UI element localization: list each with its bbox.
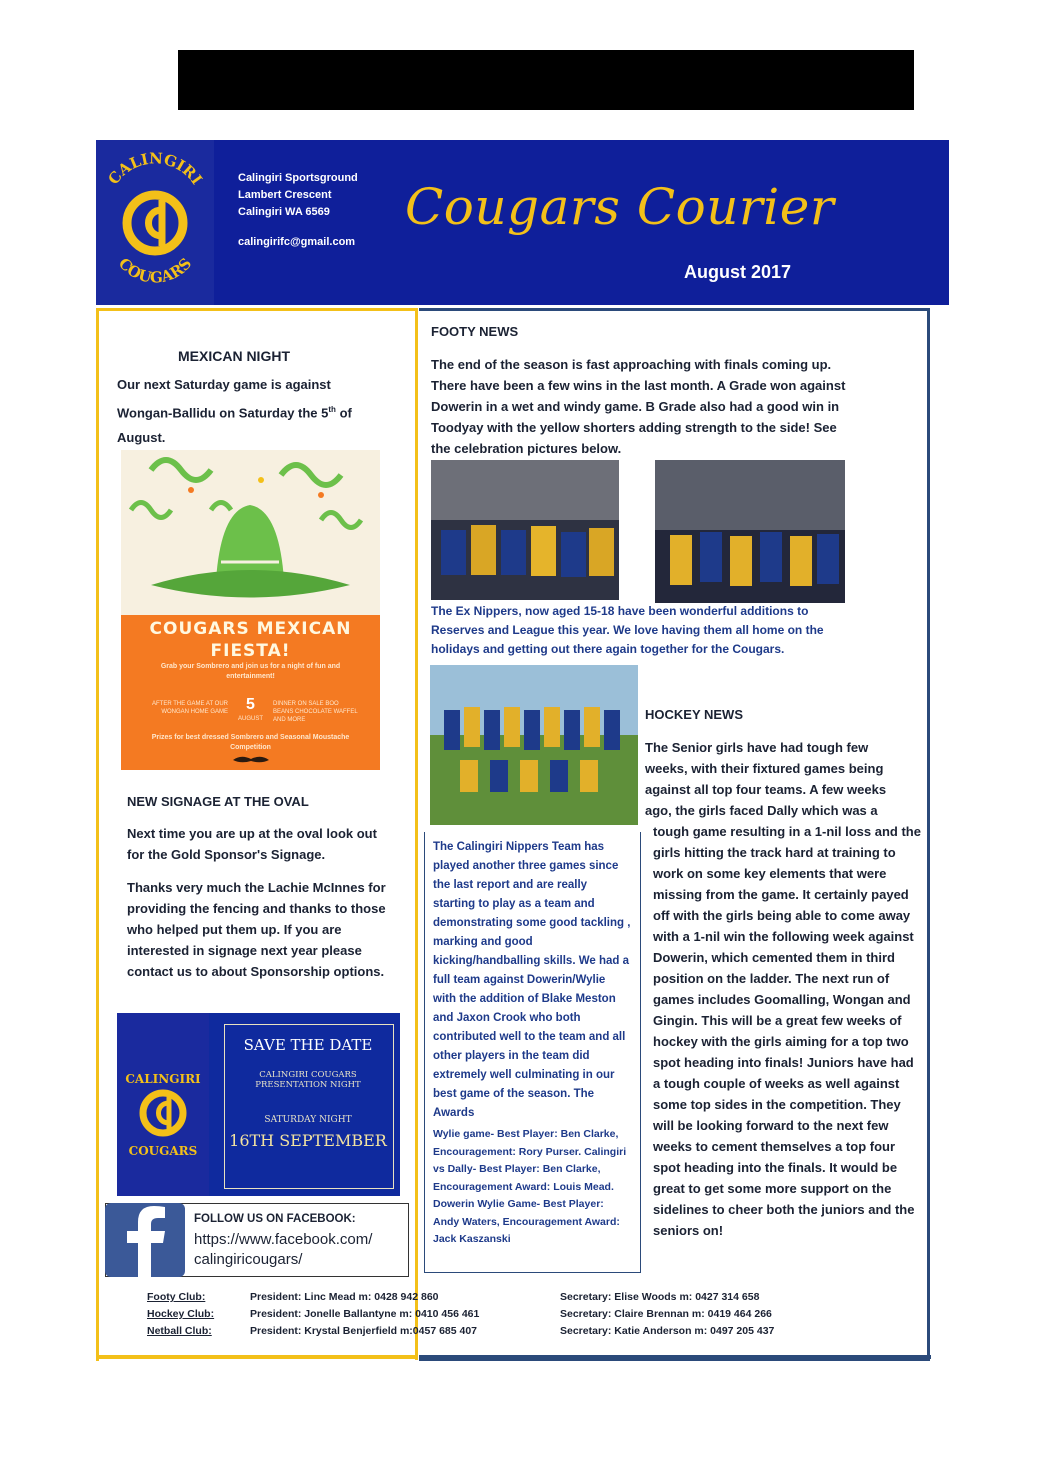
contact-club: Hockey Club: bbox=[147, 1308, 215, 1320]
newsletter-title: Cougars Courier bbox=[405, 178, 835, 236]
poster-title-line2: FIESTA! bbox=[210, 641, 291, 661]
club-email[interactable]: calingirifc@gmail.com bbox=[238, 236, 356, 248]
signage-para1: Next time you are up at the oval look out for the Gold Sponsor's Signage. bbox=[127, 826, 377, 862]
save-the-date-night: SATURDAY NIGHT bbox=[264, 1115, 352, 1125]
left-bottom-border bbox=[96, 1355, 418, 1359]
signage-heading: NEW SIGNAGE AT THE OVAL bbox=[127, 794, 309, 809]
logo-top-text: CALINGIRI bbox=[104, 149, 206, 188]
contact-president: President: Krystal Benjerfield m:0457 685 407 bbox=[250, 1325, 478, 1337]
ex-nippers-caption: The Ex Nippers, now aged 15-18 have been wonderful additions to Reserves and League this year. We love having them all home on the holidays and getting out there again together for the Cougars. bbox=[431, 604, 824, 656]
nippers-awards: Wylie game- Best Player: Ben Clarke, Encouragement: Rory Purser. Calingiri vs Dally- Best Player: Ben Clarke, Encouragement Award: Louis Mead. Dowerin Wylie Game- Best Player: Andy Waters, Encouragement Award: Jack Kaszanski bbox=[433, 1128, 627, 1245]
address-line: Calingiri Sportsground bbox=[238, 172, 358, 184]
facebook-f-glyph bbox=[105, 1203, 185, 1277]
poster-number: 5 bbox=[246, 696, 255, 713]
facebook-label: FOLLOW US ON FACEBOOK: bbox=[194, 1213, 356, 1225]
contacts-clubs bbox=[147, 1289, 214, 1340]
club-address bbox=[238, 170, 358, 221]
save-logo-bottom: COUGARS bbox=[128, 1144, 198, 1158]
save-logo bbox=[117, 1013, 209, 1196]
mexican-body-sup: th bbox=[328, 405, 336, 414]
footy-body: The end of the season is fast approaching with finals coming up. There have been a few wins in the last month. A Grade won against Dowerin in a wet and windy game. B Grade also had a good win in Toodyay with the yellow shorters adding strength to the side! See the celebration pictures below. bbox=[431, 357, 846, 456]
team-photo bbox=[430, 665, 638, 825]
redaction-bar bbox=[178, 50, 914, 110]
mexican-body-text: Our next Saturday game is against Wongan-Ballidu on Saturday the 5 bbox=[117, 377, 331, 421]
poster-left-detail: AFTER THE GAME AT OUR WONGAN HOME GAME bbox=[151, 701, 228, 715]
signage-para2: Thanks very much the Lachie McInnes for providing the fencing and thanks to those who helped put them up. If you are interested in signage next year please contact us to about Sponsorship options. bbox=[127, 880, 386, 979]
address-line: Calingiri WA 6569 bbox=[238, 206, 330, 218]
hockey-heading: HOCKEY NEWS bbox=[645, 707, 743, 722]
contact-secretary: Secretary: Katie Anderson m: 0497 205 437 bbox=[560, 1325, 775, 1337]
facebook-link[interactable] bbox=[194, 1230, 372, 1270]
mexican-body-end: of August. bbox=[117, 405, 352, 446]
celebration-photo-1 bbox=[431, 460, 619, 600]
club-logo-small bbox=[117, 1013, 209, 1196]
nippers-body: The Calingiri Nippers Team has played another three games since the last report and are really starting to play as a team and demonstrating some good tackling , marking and good kicking/handballing skills. We had a full team against Dowerin/Wylie with the addition of Blake Meston and Jaxon Crook who both contributed well to the team and all other players in the team did extremely well culminating in our best game of the season. The Awards bbox=[433, 841, 631, 1119]
poster-title bbox=[121, 618, 380, 662]
celebration-photo-2 bbox=[655, 460, 845, 603]
right-bottom-border bbox=[419, 1355, 931, 1359]
sombrero-illustration bbox=[121, 450, 380, 615]
contact-club: Netball Club: bbox=[147, 1325, 212, 1337]
facebook-icon[interactable] bbox=[105, 1203, 185, 1277]
poster-footer: Prizes for best dressed Sombrero and Seasonal Moustache Competition bbox=[151, 734, 350, 751]
poster-title-line1: COUGARS MEXICAN bbox=[149, 619, 352, 639]
mexican-heading: MEXICAN NIGHT bbox=[178, 348, 290, 364]
save-the-date-date: 16TH SEPTEMBER bbox=[229, 1131, 387, 1150]
issue-date: August 2017 bbox=[684, 262, 792, 282]
footy-heading: FOOTY NEWS bbox=[431, 324, 519, 339]
facebook-url-line2: calingiricougars/ bbox=[194, 1251, 303, 1268]
contact-president: President: Jonelle Ballantyne m: 0410 456 461 bbox=[250, 1308, 480, 1320]
poster-month: AUGUST bbox=[237, 716, 263, 722]
club-logo-emblem bbox=[96, 140, 214, 305]
contacts-secretaries bbox=[560, 1289, 774, 1340]
contact-secretary: Secretary: Elise Woods m: 0427 314 658 bbox=[560, 1291, 760, 1303]
moustache-icon bbox=[231, 754, 271, 764]
contact-club: Footy Club: bbox=[147, 1291, 206, 1303]
save-the-date-title: SAVE THE DATE bbox=[243, 1036, 373, 1054]
save-logo-top: CALINGIRI bbox=[125, 1072, 201, 1086]
contact-president: President: Linc Mead m: 0428 942 860 bbox=[250, 1291, 439, 1303]
hockey-body-2: tough game resulting in a 1-nil loss and the girls hitting the track hard at training to work on some key elements that were missing from the game. It certainly payed off with the girls being able to come away with a 1-nil win the following week against Dowerin, which cemented them in third position on the ladder. The next run of games includes Goomalling, Wongan and Gingin. This will be a great few weeks of hockey with the girls aiming for a top two spot heading into finals! Juniors have had a tough couple of weeks as well against some top sides in the competition. They will be looking forward to the next few weeks to cement themselves a top four spot heading into the finals. It would be great to get some more support on the sidelines to cheer both the juniors and the seniors on! bbox=[653, 824, 921, 1238]
facebook-url-line1: https://www.facebook.com/ bbox=[194, 1231, 373, 1248]
poster-subtitle: Grab your Sombrero and join us for a night of fun and entertainment! bbox=[160, 663, 341, 680]
hockey-body-1: The Senior girls have had tough few weeks, with their fixtured games being against all top four teams. A few weeks ago, the girls faced Dally which was a bbox=[645, 740, 887, 818]
mexican-body bbox=[117, 372, 367, 450]
contacts-presidents bbox=[250, 1289, 479, 1340]
contact-secretary: Secretary: Claire Brennan m: 0419 464 266 bbox=[560, 1308, 772, 1320]
club-logo bbox=[96, 140, 214, 305]
save-the-date-sub: CALINGIRI COUGARS PRESENTATION NIGHT bbox=[255, 1070, 361, 1090]
poster-right-detail: DINNER ON SALE BOO BEANS CHOCOLATE WAFFEL AND MORE bbox=[273, 701, 358, 723]
logo-bottom-text: COUGARS bbox=[114, 254, 196, 287]
poster-top bbox=[121, 450, 380, 615]
address-line: Lambert Crescent bbox=[238, 189, 332, 201]
column-divider bbox=[415, 308, 418, 1360]
mexican-fiesta-poster bbox=[121, 450, 380, 770]
